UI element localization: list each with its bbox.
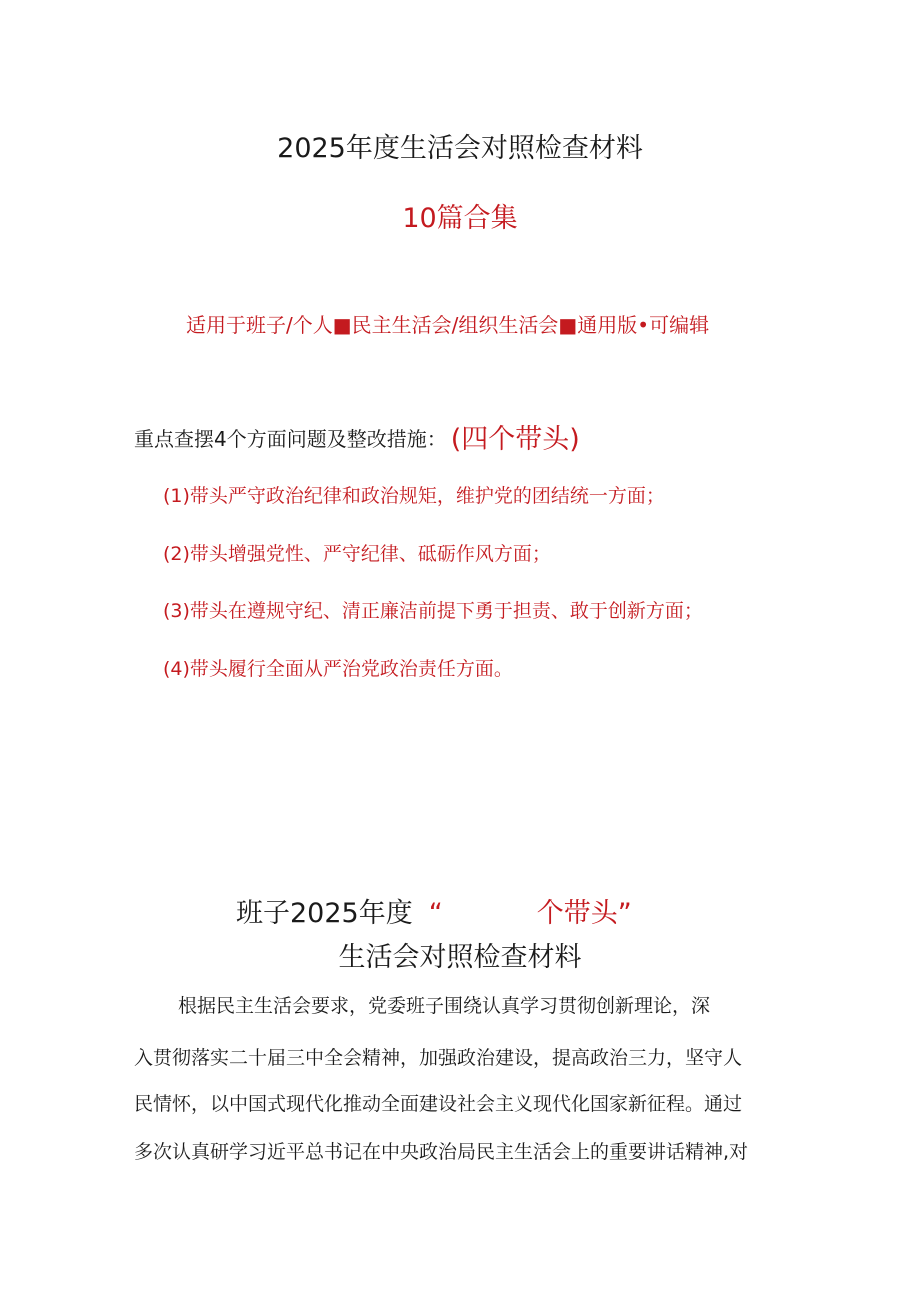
document-title: 2025年度生活会对照检查材料 [277,133,643,164]
list-item: (1)带头严守政治纪律和政治规矩，维护党的团结统一方面； [163,485,665,507]
section-title-line2: 生活会对照检查材料 [338,942,582,973]
section-title-line1 [236,891,632,930]
section-title-quote: “ [428,898,443,929]
body-line: 入贯彻落实二十届三中全会精神，加强政治建设，提高政治三力，坚守人 [134,1047,743,1069]
focus-heading [134,415,580,454]
body-line: 多次认真研学习近平总书记在中央政治局民主生活会上的重要讲话精神,对 [134,1141,749,1163]
list-item: (3)带头在遵规守纪、清正廉洁前提下勇于担责、敢于创新方面； [163,600,703,622]
focus-lead-text: 重点查摆4个方面问题及整改措施： [134,427,447,451]
list-item: (2)带头增强党性、严守纪律、砥砺作风方面； [163,543,551,565]
list-item: (4)带头履行全面从严治党政治责任方面。 [163,658,513,680]
focus-tag: (四个带头) [450,424,580,455]
section-title-prefix: 班子2025年度 [236,898,413,929]
document-subtitle: 10篇合集 [402,203,518,234]
body-line: 根据民主生活会要求，党委班子围绕认真学习贯彻创新理论，深 [178,995,711,1017]
section-title-red: 个带头” [536,898,632,929]
applicability-note: 适用于班子/个人■民主生活会/组织生活会■通用版•可编辑 [186,313,710,337]
body-line: 民情怀，以中国式现代化推动全面建设社会主义现代化国家新征程。通过 [134,1093,743,1115]
